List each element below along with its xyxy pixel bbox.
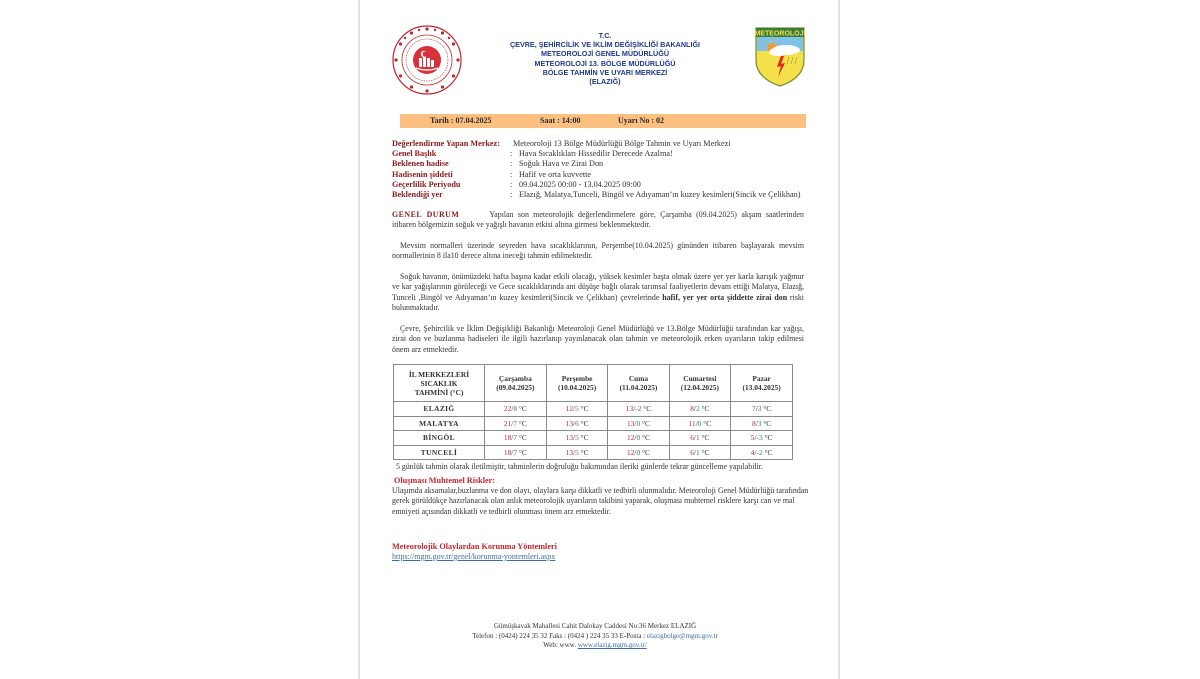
warning-details [392, 139, 822, 200]
high-temp: 4 [750, 447, 755, 457]
day-header [731, 365, 793, 402]
unit: °C [762, 433, 773, 443]
high-temp: 7 [752, 404, 756, 414]
corner-line: SICAKLIK [420, 378, 458, 388]
footer-address: Gümüşkavak Mahallesi Cahit Dalokay Caddesi No:36 Merkez ELAZIĞ [493, 622, 697, 630]
day-name: Pazar [752, 374, 771, 383]
high-temp: 13 [565, 433, 574, 443]
low-temp: 6 [575, 418, 579, 428]
general-status-paragraph [392, 210, 804, 231]
city-cell: ELAZIĞ [394, 402, 485, 417]
low-temp: 5 [575, 433, 579, 443]
unit: °C [761, 418, 772, 428]
table-row [394, 431, 793, 446]
high-temp: 13 [565, 418, 574, 428]
day-header [669, 365, 731, 402]
low-temp: -2 [635, 404, 642, 414]
day-header [608, 365, 669, 402]
low-temp: 1 [696, 447, 700, 457]
unit: °C [699, 433, 710, 443]
low-temp: 7 [513, 447, 518, 457]
temp-cell: 4/-2 °C [731, 445, 793, 460]
high-temp: 12 [627, 447, 635, 457]
info-label: Hadisenin şiddeti [392, 169, 453, 179]
temp-cell: 11/0 °C [669, 416, 731, 431]
info-value: Meteoroloji 13 Bölge Müdürlüğü Bölge Tahmin ve Uyarı Merkezi [513, 139, 731, 148]
unit: °C [761, 404, 772, 414]
meteoroloji-shield-icon [754, 26, 806, 88]
temp-cell: 5/-3 °C [731, 431, 793, 446]
day-date: (13.04.2025) [742, 383, 781, 392]
footer-phone: Telefon : (0424) 224 35 32 Faks : (0424 ) 224 35 33 E-Posta : [472, 631, 647, 640]
day-name: Cumartesi [683, 374, 717, 383]
forecast-note: 5 günlük tahmin olarak iletilmiştir, tahminlerin doğruluğu bakımından ileriki günlerde tekrar güncelleme yapılabilir. [396, 462, 763, 471]
low-temp: 5 [575, 404, 579, 414]
info-value: 09.04.2025 00:00 - 13.04.2025 09:00 [519, 179, 641, 189]
info-row-validity [392, 180, 822, 190]
day-header [485, 365, 547, 402]
paragraph-text: Yapılan son meteorolojik değerlendirmelere göre, Çarşamba (09.04.2025) akşam saatlerinden itibaren bölgemizin soğuk ve yağışlı havanın etkisi altına girmesi beklenmektedir. [392, 210, 805, 230]
city-cell: MALATYA [394, 416, 485, 431]
table-header-row [394, 365, 793, 402]
low-temp: 0 [636, 433, 641, 443]
table-row [394, 416, 793, 431]
protection-title: Meteorolojik Olaylardan Korunma Yöntemleri [392, 542, 557, 551]
city-cell: TUNCELİ [394, 445, 485, 460]
temp-cell: 7/3 °C [731, 402, 793, 417]
info-row-location [392, 190, 822, 200]
header-line: T.C. [598, 31, 612, 40]
high-temp: 8 [752, 418, 756, 428]
low-temp: 3 [757, 404, 762, 414]
header-line: BÖLGE TAHMİN VE UYARI MERKEZİ [542, 67, 668, 77]
paragraph-text: Mevsim normalleri üzerinde seyreden hava sıcaklıklarının, Perşembe(10.04.2025) gününden itibaren başlayarak mevsim normallerinin 8 ila10 derece altına ineceği tahmin edilmektedir. [392, 241, 804, 261]
info-value: Elazığ, Malatya,Tunceli, Bingöl ve Adıyaman’ın kuzey kesimleri(Sincik ve Çelikhan) [519, 189, 801, 199]
temp-cell: 8/3 °C [731, 416, 793, 431]
info-colon: : [510, 179, 513, 189]
info-label: Genel Başlık [392, 149, 437, 159]
unit: °C [640, 447, 650, 457]
day-date: (09.04.2025) [496, 383, 535, 392]
high-temp: 18 [503, 433, 512, 443]
temp-cell: 18/7 °C [485, 431, 547, 446]
paragraph-advice [392, 324, 804, 355]
high-temp: 13 [625, 404, 634, 414]
temp-cell: 21/7 °C [485, 416, 547, 431]
low-temp: -2 [756, 447, 763, 457]
temp-cell: 12/0 °C [608, 431, 669, 446]
header-line: ÇEVRE, ŞEHİRCİLİK VE İKLİM DEĞİŞİKLİĞİ BAKANLIĞI [509, 40, 701, 50]
high-temp: 13 [627, 418, 635, 428]
temp-cell: 6/1 °C [669, 445, 731, 460]
unit: °C [517, 433, 527, 443]
unit: °C [517, 418, 527, 428]
low-temp: 3 [757, 418, 762, 428]
unit: °C [578, 433, 589, 443]
risks-text: Ulaşımda aksamalar,buzlanma ve don olayı, olaylara karşı dikkatli ve tedbirli olunmalıdır. Meteoroloji Genel Müdürlüğü tarafından gerek görüldükçe hazırlanacak olan anlık meteorolojik uyarıların takibini yaparak, oluşması muhtemel risklere karşı can ve mal emniyeti açısından dikkatli ve tedbirli olunması önem arz etmektedir. [392, 486, 809, 516]
info-row-severity [392, 170, 822, 180]
warning-time: Saat : 14:00 [540, 116, 581, 125]
protection-link[interactable]: https://mgm.gov.tr/genel/korunma-yontemleri.aspx [392, 552, 556, 561]
table-corner-header [394, 365, 485, 402]
high-temp: 13 [565, 447, 574, 457]
low-temp: -3 [756, 433, 763, 443]
temp-cell: 22/8 °C [485, 402, 547, 417]
day-date: (12.04.2025) [680, 383, 719, 392]
footer-web-link[interactable]: www.elazig.mgm.gov.tr/ [577, 641, 647, 650]
info-row-title [392, 149, 822, 159]
high-temp: 11 [688, 418, 696, 428]
low-temp: 0 [636, 447, 641, 457]
day-name: Perşembe [561, 374, 593, 383]
header-line: METEOROLOJİ GENEL MÜDÜRLÜĞÜ [540, 49, 670, 59]
footer-web-prefix: Web: www. [543, 641, 578, 650]
low-temp: 0 [697, 418, 702, 428]
high-temp: 12 [565, 404, 574, 414]
info-value: Soğuk Hava ve Zirai Don [519, 159, 604, 169]
unit: °C [762, 447, 773, 457]
high-temp: 21 [503, 418, 512, 428]
header-line: (ELAZIĞ) [589, 77, 621, 87]
unit: °C [517, 447, 527, 457]
temp-cell: 13/5 °C [546, 445, 608, 460]
unit: °C [517, 404, 527, 414]
temp-cell: 13/0 °C [608, 416, 669, 431]
paragraph-frost-risk [392, 272, 804, 314]
high-temp: 22 [503, 404, 512, 414]
unit: °C [699, 404, 710, 414]
high-temp: 8 [690, 404, 694, 414]
info-value: Hafif ve orta kuvvette [519, 169, 592, 179]
temp-cell: 18/7 °C [485, 445, 547, 460]
footer-email-link[interactable]: elazigbolge@mgm.gov.tr [646, 631, 718, 640]
temp-cell: 13/5 °C [546, 431, 608, 446]
low-temp: 7 [513, 418, 518, 428]
paragraph-text: Çevre, Şehircilik ve İklim Değişikliği Bakanlığı Meteoroloji Genel Müdürlüğü ve 13.Bölge Müdürlüğü tarafından kar yağışı, zirai don ve buzlanma hadiseleri ile ilgili hazırlanıp yayınlanacak olan tahmin ve meteorolojik erken uyarıların takip edilmesi önem arz etmektedir. [392, 324, 804, 354]
info-row-center [392, 139, 822, 149]
temp-cell: 12/0 °C [608, 445, 669, 460]
info-row-event [392, 159, 822, 169]
day-date: (11.04.2025) [619, 383, 658, 392]
low-temp: 5 [575, 447, 579, 457]
paragraph-text: Soğuk havanın, önümüzdeki hafta başına kadar etkili olacağı, yüksek kesimler başta olmak üzere yer yer karla karışık yağmur ve kar yağışlarının görüleceği ve Gece sıcaklıklarında ani düşüşe bağlı olarak tarımsal faaliyetlerin devam ettiği Malatya, Elazığ, Tunceli ,Bingöl ve Adıyaman’ın kuzey kesimleri(Sincik ve Çelikhan) çevrelerinde [392, 272, 804, 302]
warning-date: Tarih : 07.04.2025 [430, 116, 492, 125]
unit: °C [699, 447, 710, 457]
info-colon: : [510, 169, 513, 179]
day-header [546, 365, 608, 402]
unit: °C [640, 433, 650, 443]
temp-cell: 13/-2 °C [608, 402, 669, 417]
info-label: Geçerlilik Periyodu [392, 179, 461, 189]
low-temp: 1 [696, 433, 700, 443]
high-temp: 12 [627, 433, 635, 443]
corner-line: TAHMİNİ (°C) [414, 387, 464, 397]
low-temp: 8 [513, 404, 518, 414]
info-colon: : [510, 189, 513, 199]
paragraph-text: riski bulunmaktadır. [392, 292, 804, 313]
risks-title: Oluşması Muhtemel Riskler: [394, 476, 495, 485]
unit: °C [701, 418, 712, 428]
header-title-block [480, 31, 730, 86]
footer-web-line [420, 641, 770, 651]
table-row [394, 402, 793, 417]
unit: °C [641, 404, 652, 414]
unit: °C [578, 447, 589, 457]
temperature-forecast-table [393, 364, 793, 460]
temp-cell: 6/1 °C [669, 431, 731, 446]
table-row [394, 445, 793, 460]
shield-label: METEOROLOJİ [754, 30, 806, 38]
footer-contact [420, 622, 770, 651]
paragraph-bold-text: hafif, yer yer orta şiddette zirai don [662, 292, 788, 302]
low-temp: 0 [636, 418, 641, 428]
paragraph-temperature [392, 241, 804, 262]
low-temp: 7 [513, 433, 518, 443]
temp-cell: 13/6 °C [546, 416, 608, 431]
high-temp: 6 [690, 433, 694, 443]
high-temp: 6 [690, 447, 694, 457]
document-page [358, 0, 840, 679]
info-colon: : [510, 159, 513, 169]
unit: °C [640, 418, 650, 428]
corner-line: İL MERKEZLERİ [408, 369, 470, 379]
day-name: Cuma [628, 374, 649, 383]
warning-number: Uyarı No : 02 [618, 116, 664, 125]
temp-cell: 8/2 °C [669, 402, 731, 417]
info-label: Beklenen hadise [392, 159, 449, 169]
high-temp: 5 [750, 433, 755, 443]
info-value: Hava Sıcaklıkları Hissedilir Derecede Azalma! [519, 149, 673, 159]
day-name: Çarşamba [498, 374, 532, 383]
temp-cell: 12/5 °C [546, 402, 608, 417]
high-temp: 18 [503, 447, 512, 457]
header-line: METEOROLOJİ 13. BÖLGE MÜDÜRLÜĞÜ [534, 58, 676, 68]
unit: °C [578, 418, 589, 428]
warning-info-bar [400, 114, 806, 128]
info-label: Değerlendirme Yapan Merkez: [392, 139, 500, 148]
info-colon: : [510, 149, 513, 159]
low-temp: 2 [696, 404, 700, 414]
city-cell: BİNGÖL [394, 431, 485, 446]
ministry-seal-icon [391, 24, 463, 96]
general-status-title: GENEL DURUM [392, 210, 460, 219]
info-label: Beklendiği yer [392, 189, 443, 199]
footer-phone-line [420, 632, 770, 642]
day-date: (10.04.2025) [557, 383, 597, 392]
unit: °C [578, 404, 589, 414]
